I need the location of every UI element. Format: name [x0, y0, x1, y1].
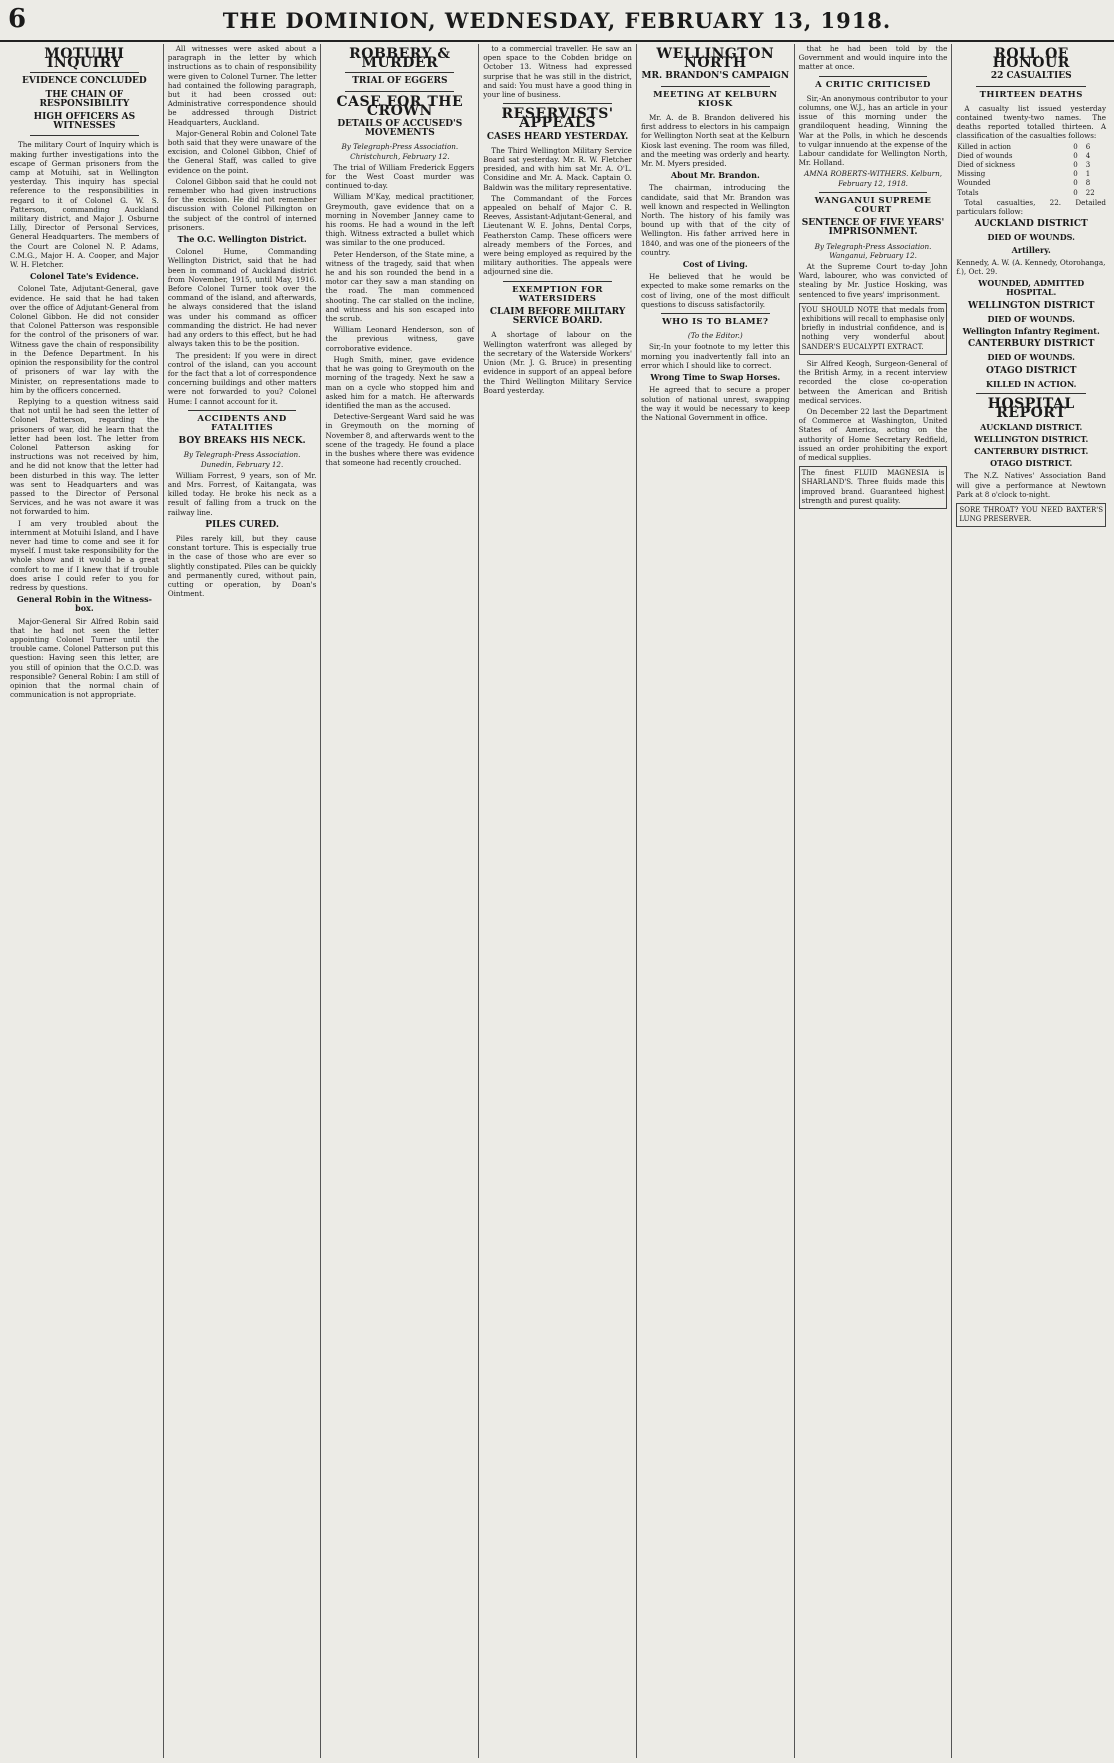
article-paragraph: The trial of William Frederick Eggers for the West Coast murder was continued to-day.	[325, 162, 475, 191]
article-paragraph: Piles rarely kill, but they cause constant torture. This is especially true in the case of those who are ever so slightly constipated. Piles can be quickly and permanently cured, without pain, cutting or operation, by Doan's Ointment.	[167, 533, 317, 599]
table-cell: 4	[1085, 151, 1091, 160]
divider	[661, 86, 770, 87]
table-cell: 3	[1085, 161, 1091, 170]
advertisement: The finest FLUID MAGNESIA is SHARLAND'S. Three fluids made this improved brand. Guaranteed highest strength and purest quality.	[799, 466, 948, 509]
subheadline: EVIDENCE CONCLUDED	[22, 76, 147, 87]
table-cell: 22	[1085, 188, 1095, 197]
casualty-table	[956, 143, 1106, 198]
article-paragraph: Sir Alfred Keogh, Surgeon-General of the British Army, in a recent interview recorded the close co-operation between the American and British medical services.	[798, 358, 948, 405]
article-paragraph: On December 22 last the Department of Commerce at Washington, United States of America, acting on the authority of Home Secretary Redfield, issued an order prohibiting the export of medical supplies.	[798, 406, 948, 462]
column-5	[637, 44, 795, 1758]
article-paragraph: Colonel Hume, Commanding Wellington District, said that he had been in command of Auckland district from November, 1915, until May, 1916. Before Colonel Turner took over the command of the island, and afterwards, he always considered that the island was under his command as officer commanding the district. He had never had any orders to this effect, but he had always taken this to be the position.	[167, 247, 317, 349]
signature: AMNA ROBERTS-WITHERS. Kelburn, February 12, 1918.	[804, 169, 943, 188]
article-paragraph: Major-General Sir Alfred Robin said that he had not seen the letter appointing Colonel Turner until the trouble came. Colonel Patterson put this question: Having seen this letter, are you still of opinion that the O.C.D. was responsible? General Robin: I am still of opinion that the normal chain of communication is not appropriate.	[10, 616, 159, 700]
table-row	[956, 170, 1106, 179]
page-number: 6	[8, 4, 27, 34]
divider	[819, 76, 928, 77]
dateline: By Telegraph-Press Association. Wanganui, February 12.	[814, 241, 932, 260]
article-paragraph: William Leonard Henderson, son of the previous witness, gave corroborative evidence.	[325, 325, 475, 353]
section-subhead: About Mr. Brandon.	[670, 170, 760, 181]
divider	[345, 72, 454, 73]
subheadline: MR. BRANDON'S CAMPAIGN	[641, 71, 790, 82]
district-heading: OTAGO DISTRICT.	[990, 458, 1073, 469]
article-paragraph: that he had been told by the Government and would inquire into the matter at once.	[798, 44, 948, 72]
article-paragraph: Total casualties, 22. Detailed particulars follow:	[956, 197, 1107, 217]
headline-robbery: ROBBERY & MURDER	[349, 46, 451, 72]
headline-deaths: THIRTEEN DEATHS	[979, 89, 1083, 100]
dateline: By Telegraph-Press Association. Dunedin, February 12.	[183, 450, 301, 469]
section-subhead: Artillery.	[1011, 244, 1051, 255]
masthead	[0, 0, 1114, 42]
column-7	[952, 44, 1110, 1758]
article-paragraph: Colonel Gibbon said that he could not remember who had given instructions for the excision. He did not remember discussion with Colonel Pilkington on the subject of the control of interned prisoners.	[167, 176, 317, 232]
divider	[345, 91, 454, 92]
divider	[503, 281, 612, 282]
section-subhead: DIED OF WOUNDS.	[987, 313, 1075, 324]
table-cell: 0	[1073, 170, 1078, 179]
article-paragraph: Sir,-An anonymous contributor to your columns, one W.J., has an article in your issue of this morning under the grandiloquent heading, Winning the War at the Polls, in which he descends to vulgar innuendo at the expense of the Labour candidate for Wellington North, Mr. Holland.	[798, 93, 948, 168]
section-subhead: DIED OF WOUNDS.	[987, 232, 1075, 243]
article-paragraph: A casualty list issued yesterday contained twenty-two names. The deaths reported totalled thirteen. A classification of the casualties follows:	[956, 103, 1107, 141]
column-3	[321, 44, 479, 1758]
newspaper-title: THE DOMINION, WEDNESDAY, FEBRUARY 13, 1918.	[222, 7, 892, 33]
district-heading: WELLINGTON DISTRICT.	[974, 433, 1089, 444]
article-paragraph: Peter Henderson, of the State mine, a witness of the tragedy, said that when he and his son rounded the bend in a motor car they saw a man standing on the road. The man commenced shooting. The car stalled on the incline, and witness and his son escaped into the scrub.	[325, 249, 475, 324]
article-paragraph: The Third Wellington Military Service Board sat yesterday. Mr. R. W. Fletcher presided, and with him sat Mr. A. O'L. Considine and Mr. A. Mack. Captain O. Baldwin was the military representative.	[483, 145, 632, 192]
table-row	[956, 189, 1106, 198]
headline-wellington-north: WELLINGTON NORTH	[656, 46, 775, 72]
table-cell: 8	[1085, 179, 1091, 188]
column-4	[479, 44, 637, 1758]
divider	[30, 135, 139, 136]
table-cell: 0	[1073, 151, 1078, 160]
table-row	[956, 152, 1106, 161]
subheadline: THE CHAIN OF RESPONSIBILITY	[39, 89, 130, 109]
section-subhead: Colonel Tate's Evidence.	[30, 271, 139, 282]
divider	[188, 410, 297, 411]
divider	[503, 103, 612, 104]
section-subhead: General Robin in the Witness-box.	[16, 594, 152, 614]
article-paragraph: The chairman, introducing the candidate, said that Mr. Brandon was well known and respected in Wellington North. The history of his family was bound up with that of the city of Wellington. His father arrived here in 1840, and was one of the pioneers of the country.	[640, 183, 790, 257]
headline-watersiders: EXEMPTION FOR WATERSIDERS	[512, 284, 603, 304]
divider	[661, 313, 770, 314]
section-subhead: The O.C. Wellington District.	[177, 234, 307, 245]
headline-accidents: ACCIDENTS AND FATALITIES	[197, 413, 287, 433]
headline-roll-of-honour: ROLL OF HONOUR	[992, 46, 1070, 72]
section-subhead: Wellington Infantry Regiment.	[962, 326, 1100, 337]
article-paragraph: The Commandant of the Forces appealed on behalf of Major C. R. Reeves, Assistant-Adjutant-General, and Lieutenant W. E. Johns, Dental Corps, Featherston Camp. These officers were already members of the Forces, and were being employed as required by the military authorities. The appeals were adjourned sine die.	[483, 193, 632, 277]
headline-critic: A CRITIC CRITICISED	[815, 79, 931, 90]
table-cell: Died of sickness	[957, 161, 1015, 170]
table-cell: 6	[1085, 142, 1091, 151]
advertisement: YOU SHOULD NOTE that medals from exhibitions will recall to emphasise only briefly in industrial confidence, and is nothing very wonderful about SANDER'S EUCALYPTI EXTRACT.	[799, 303, 948, 355]
table-cell: 1	[1085, 170, 1091, 179]
article-paragraph: William M'Kay, medical practitioner, Greymouth, gave evidence that on a morning in November Janney came to his rooms. He had a wound in the left thigh. Witness extracted a bullet which was similar to the one produced.	[325, 192, 475, 248]
article-paragraph: He agreed that to secure a proper solution of national unrest, swapping the way it would be necessary to keep the National Government in office.	[640, 385, 790, 422]
article-paragraph: Replying to a question witness said that not until he had seen the letter of Colonel Patterson, regarding the prisoners of war, did he learn that the letter had been lost. The letter from Colonel Patterson asking for instructions was not received by him, and he did not know that the letter had been disturbed in this way. The letter was sent to Headquarters and was passed to the Director of Personal Services, and he was not aware it was not forwarded to him.	[10, 396, 159, 517]
headline-motuihi: MOTUIHI INQUIRY	[44, 46, 125, 72]
table-cell: Killed in action	[957, 142, 1012, 151]
subheadline: HIGH OFFICERS AS WITNESSES	[33, 112, 136, 132]
article-paragraph: Colonel Tate, Adjutant-General, gave evidence. He said that he had taken over the office of Adjutant-General from Colonel Gibbon. He did not consider that Colonel Patterson was responsible for the control of the prisoners of war. Witness gave the chain of responsibility in the Defence Department. In his opinion the responsibility for the control of prisoners of war lay with the Minister, on representations made to him by the officers concerned.	[10, 284, 159, 395]
article-paragraph: The N.Z. Natives' Association Band will give a performance at Newtown Park at 8 o'clock to-night.	[956, 471, 1107, 499]
subheadline: CASES HEARD YESTERDAY.	[486, 131, 629, 142]
table-cell: 0	[1073, 179, 1078, 188]
advertisement: SORE THROAT? YOU NEED BAXTER'S LUNG PRESERVER.	[956, 503, 1106, 527]
divider	[976, 393, 1086, 394]
article-paragraph: Detective-Sergeant Ward said he was in Greymouth on the morning of November 8, and afterwards went to the scene of the tragedy. He found a place in the bushes where there was evidence that someone had recently crouched.	[325, 412, 475, 468]
table-row	[956, 161, 1106, 170]
table-cell: 0	[1073, 188, 1078, 197]
table-row	[956, 179, 1106, 188]
subheadline: PILES CURED.	[205, 519, 279, 530]
subheadline: CLAIM BEFORE MILITARY SERVICE BOARD.	[489, 307, 626, 327]
table-cell: Missing	[957, 170, 986, 179]
table-cell: Wounded	[957, 179, 991, 188]
article-paragraph: The military Court of Inquiry which is making further investigations into the escape of German prisoners from the camp at Motuihi, sat in Wellington yesterday. This inquiry has special reference to the responsibilities in regard to it of Colonel G. W. S. Patterson, commanding Auckland military district, and Major J. Osburne Lilly, Director of Personal Services, General Headquarters. The members of the Court are Colonel N. P. Adams, C.M.G., Major H. A. Cooper, and Major W. H. Fletcher.	[10, 140, 159, 270]
section-subhead: Cost of Living.	[682, 259, 748, 270]
article-paragraph: Hugh Smith, miner, gave evidence that he was going to Greymouth on the morning of the tragedy. Next he saw a man on a cycle who stopped him and asked him for a match. He afterwards identified the man as the accused.	[325, 354, 475, 410]
article-paragraph: I am very troubled about the internment at Motuihi Island, and I have never had time to come and see it for myself. I must take responsibility for the whole show and it would be a great comfort to me if I knew that if trouble does arise I could refer to you for redress by questions.	[10, 518, 159, 592]
divider	[819, 192, 928, 193]
dateline: (To the Editor.)	[687, 331, 743, 341]
subheadline: TRIAL OF EGGERS	[352, 76, 448, 87]
article-paragraph: At the Supreme Court to-day John Ward, labourer, who was convicted of stealing by Mr. Justice Hosking, was sentenced to five years' imprisonment.	[798, 262, 948, 299]
headline-reservists: RESERVISTS' APPEALS	[501, 106, 614, 132]
table-cell: 0	[1073, 142, 1078, 151]
subheadline: BOY BREAKS HIS NECK.	[178, 436, 306, 447]
headline-wanganui: WANGANUI SUPREME COURT	[814, 195, 932, 216]
headline-kelburn: MEETING AT KELBURN KIOSK	[653, 89, 778, 109]
article-paragraph: William Forrest, 9 years, son of Mr. and Mrs. Forrest, of Kaitangata, was killed today. He broke his neck as a result of falling from a truck on the railway line.	[167, 470, 317, 517]
district-heading: WELLINGTON DISTRICT	[968, 300, 1095, 311]
table-cell: 0	[1073, 161, 1078, 170]
section-subhead: WOUNDED, ADMITTED HOSPITAL.	[978, 278, 1085, 298]
subheadline: SENTENCE OF FIVE YEARS' IMPRISONMENT.	[801, 218, 945, 238]
column-2	[164, 44, 322, 1758]
headline-crown: CASE FOR THE CROWN	[336, 93, 464, 119]
headline-blame: WHO IS TO BLAME?	[662, 317, 769, 328]
district-heading: OTAGO DISTRICT	[985, 365, 1077, 376]
article-paragraph: Sir,-In your footnote to my letter this morning you inadvertently fall into an error which I should like to correct.	[640, 342, 790, 370]
district-heading: AUCKLAND DISTRICT	[974, 219, 1088, 230]
divider	[30, 72, 139, 73]
article-paragraph: The president: If you were in direct control of the island, can you account for the fact that a lot of correspondence concerning buildings and other matters were not forwarded to you? Colonel Hume: I cannot account for it.	[167, 350, 317, 406]
section-subhead: KILLED IN ACTION.	[985, 378, 1077, 389]
article-paragraph: A shortage of labour on the Wellington waterfront was alleged by the secretary of the Waterside Workers' Union (Mr. J. G. Bruce) in presenting evidence in support of an appeal before the Third Wellington Military Service Board yesterday.	[483, 330, 632, 395]
table-cell: Totals	[957, 188, 979, 197]
section-subhead: Wrong Time to Swap Horses.	[650, 372, 781, 383]
divider	[976, 86, 1086, 87]
article-paragraph: Mr. A. de B. Brandon delivered his first address to electors in his campaign for Wellington North seat at the Kelburn Kiosk last evening. The room was filled, and the meeting was orderly and hearty. Mr. M. Myers presided.	[640, 113, 790, 169]
table-row	[956, 143, 1106, 152]
article-paragraph: to a commercial traveller. He saw an open space to the Cobden bridge on October 13. Witness had expressed surprise that he was still in the district, and said: You must have a good thing in your line of business.	[483, 44, 632, 100]
article-paragraph: All witnesses were asked about a paragraph in the letter by which instructions as to chain of responsibility were given to Colonel Turner. The letter had contained the following paragraph, but it had been crossed out: Administrative correspondence should be addressed through District Headquarters, Auckland.	[167, 44, 317, 127]
column-1	[6, 44, 164, 1758]
district-heading: AUCKLAND DISTRICT.	[980, 421, 1083, 432]
section-subhead: DIED OF WOUNDS.	[987, 352, 1075, 363]
headline-hospital-report: HOSPITAL REPORT	[987, 396, 1075, 422]
district-heading: CANTERBURY DISTRICT.	[974, 445, 1089, 456]
subheadline: 22 CASUALTIES	[990, 71, 1072, 82]
table-cell: Died of wounds	[957, 151, 1013, 160]
district-heading: CANTERBURY DISTRICT	[968, 339, 1095, 350]
casualty-entry: Kennedy, A. W. (A. Kennedy, Otorohanga, f.), Oct. 29.	[956, 257, 1106, 277]
article-paragraph: Major-General Robin and Colonel Tate both said that they were unaware of the excision, and Colonel Gibbon, Chief of the General Staff, was called to give evidence on the point.	[167, 128, 317, 175]
article-paragraph: He believed that he would be expected to make some remarks on the cost of living, one of the most difficult questions to discuss satisfactorily.	[640, 272, 790, 309]
column-6	[795, 44, 953, 1758]
dateline: By Telegraph-Press Association. Christchurch, February 12.	[341, 142, 459, 161]
subheadline: DETAILS OF ACCUSED'S MOVEMENTS	[337, 119, 463, 139]
columns	[6, 44, 1110, 1758]
